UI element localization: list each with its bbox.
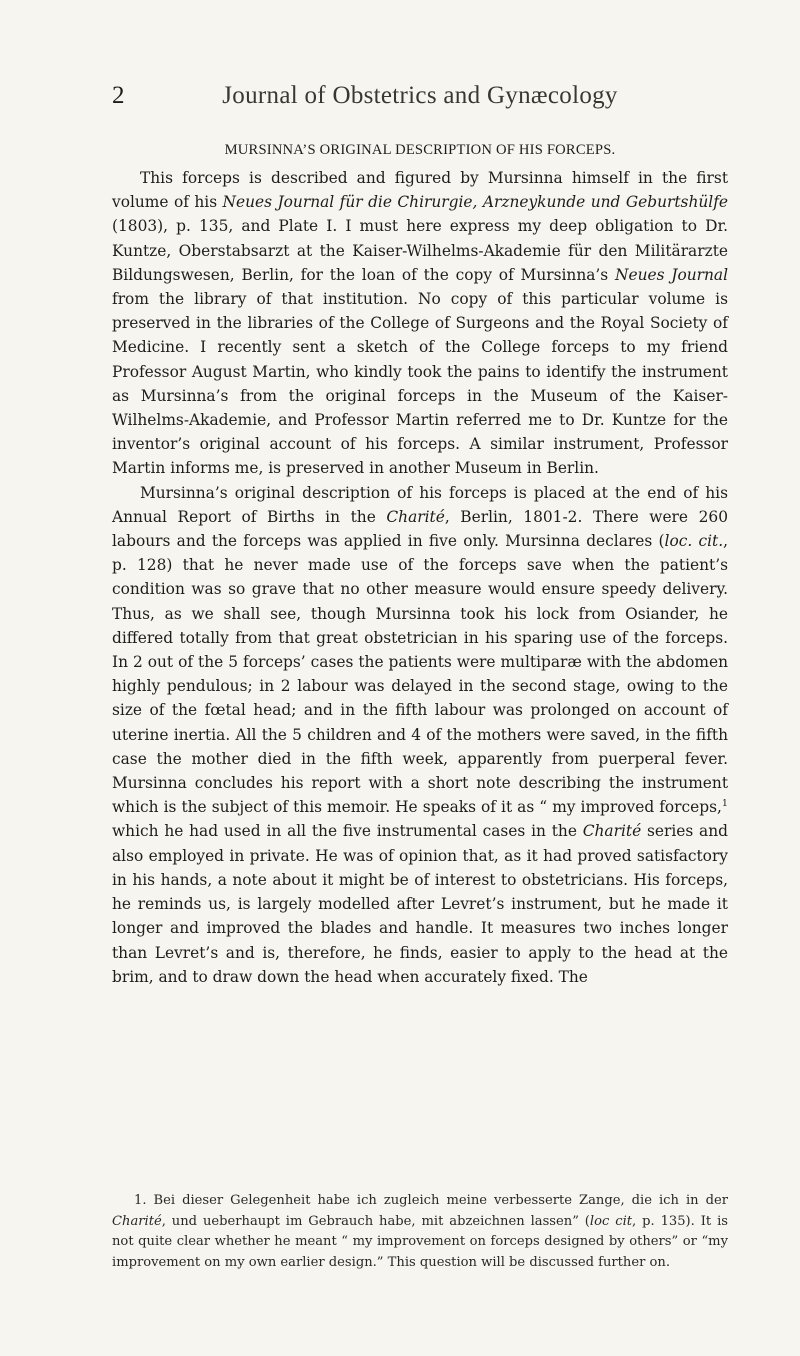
- body-text: [112, 166, 728, 989]
- text-run: , Berlin, 1801-2. There were 260 labours and the forceps was applied in five only. Mursinna declares (: [112, 507, 728, 551]
- italic-text: Neues Journal: [615, 265, 728, 284]
- text-run: Mursinna’s original description of his forceps is placed at the end of his Annual Report of Births in the: [112, 483, 728, 526]
- paragraph: [112, 481, 728, 989]
- italic-text: Charité: [582, 822, 642, 841]
- text-run: which he had used in all the five instrumental cases in the: [112, 822, 583, 841]
- text-run: This forceps is described and figured by Mursinna himself in the first volume of his: [112, 169, 728, 212]
- footnote: [112, 1191, 728, 1273]
- text-run: , p. 135). It is not quite clear whether he meant “ my improvement on forceps designed by others” or “my improvement on my own earlier design.” This question will be discussed further on.: [112, 1213, 728, 1270]
- text-run: , und ueberhaupt im Gebrauch habe, mit abzeichnen lassen” (: [161, 1213, 590, 1229]
- text-run: series and also employed in private. He was of opinion that, as it had proved satisfactory in his hands, a note about it might be of interest to obstetricians. His forceps, he reminds us, is largely modelled after Levret’s instrument, but he made it longer and improved the blades and handle. It measures two inches longer than Levret’s and is, therefore, he finds, easier to apply to the head at the brim, and to draw down the head when accurately fixed. The: [112, 822, 728, 986]
- italic-text: Charité: [112, 1213, 162, 1229]
- footnote-marker: 1: [721, 798, 728, 810]
- footnotes: [112, 1191, 728, 1273]
- italic-text: Charité: [386, 507, 445, 526]
- journal-title: Journal of Obstetrics and Gynæcology: [222, 82, 618, 109]
- italic-text: Neues Journal für die Chirurgie, Arzneykunde und Geburtshülfe: [222, 193, 728, 212]
- text-run: , p. 128) that he never made use of the forceps save when the patient’s condition was so grave that no other measure would ensure speedy delivery. Thus, as we shall see, though Mursinna took his lock from Osiander, he differed totally from that great obstetrician in his sparing use of the forceps. In 2 out of the 5 forceps’ cases the patients were multiparæ with the abdomen highly pendulous; in 2 labour was delayed in the second stage, owing to the size of the fœtal head; and in the fifth labour was prolonged on account of uterine inertia. All the 5 children and 4 of the mothers were saved, in the fifth case the mother died in the fifth week, apparently from puerperal fever. Mursinna concludes his report with a short note describing the instrument which is the subject of this memoir. He speaks of it as “ my improved forceps,: [112, 532, 728, 817]
- section-title: MURSINNA’S ORIGINAL DESCRIPTION OF HIS FORCEPS.: [224, 142, 616, 158]
- paragraph: [112, 166, 728, 481]
- italic-text: loc cit: [589, 1213, 633, 1229]
- text-run: from the library of that institution. No copy of this particular volume is preserved in the libraries of the College of Surgeons and the Royal Society of Medicine. I recently sent a sketch of the College forceps to my friend Professor August Martin, who kindly took the pains to identify the instrument as Mursinna’s from the original forceps in the Museum of the Kaiser-Wilhelms-Akademie, and Professor Martin referred me to Dr. Kuntze for the inventor’s original account of his forceps. A similar instrument, Professor Martin informs me, is preserved in another Museum in Berlin.: [112, 290, 728, 478]
- text-run: 1. Bei dieser Gelegenheit habe ich zugleich meine verbesserte Zange, die ich in der: [134, 1193, 728, 1208]
- italic-text: loc. cit.: [664, 532, 724, 551]
- page-number: 2: [112, 82, 125, 109]
- text-run: (1803), p. 135, and Plate I. I must here express my deep obligation to Dr. Kuntze, Oberstabsarzt at the Kaiser-Wilhelms-Akademie für den Militärarzte Bildungswesen, Berlin, for the loan of the copy of Mursinna’s: [112, 217, 728, 284]
- running-head: [112, 82, 728, 116]
